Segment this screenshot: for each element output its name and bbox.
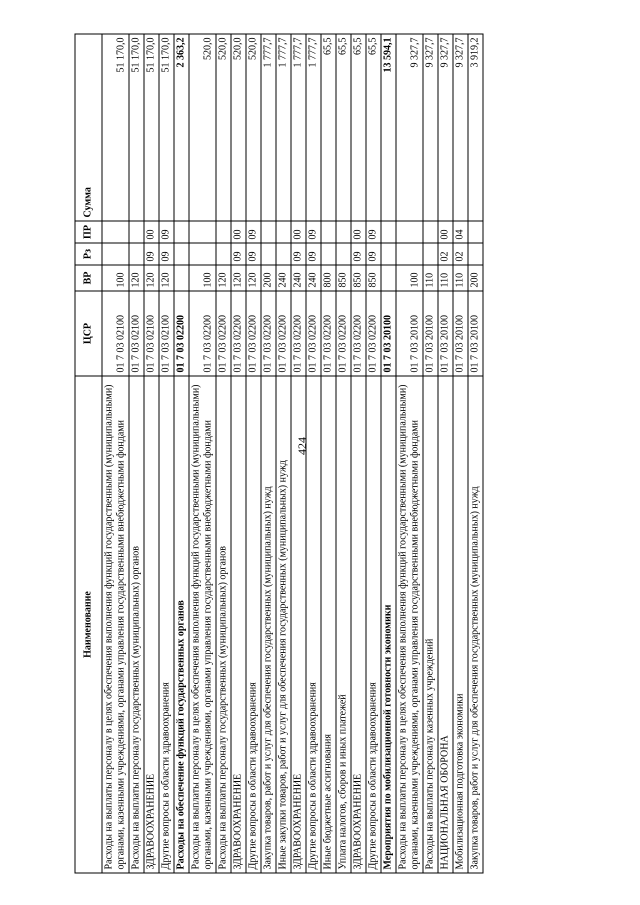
row-vr-cell: 800	[321, 265, 336, 291]
row-sum-cell: 520,0	[216, 34, 231, 221]
row-rz-cell	[129, 243, 144, 265]
table-row	[261, 34, 276, 873]
row-sum-cell: 65,5	[321, 34, 336, 221]
row-name-cell: Мероприятия по мобилизационной готовности экономики	[381, 376, 396, 873]
row-name-cell: Закупка товаров, работ и услуг для обеспечения государственных (муниципальных) нужд	[261, 376, 276, 873]
row-rz-cell: 09	[351, 243, 366, 265]
row-pr-cell	[174, 221, 189, 243]
row-vr-cell: 120	[246, 265, 261, 291]
column-header-rz: Рз	[75, 243, 102, 265]
row-rz-cell	[468, 243, 483, 265]
row-sum-cell: 520,0	[189, 34, 216, 221]
table-row	[381, 34, 396, 873]
row-vr-cell: 120	[216, 265, 231, 291]
row-pr-cell	[129, 221, 144, 243]
row-name-cell: Другие вопросы в области здравоохранения	[366, 376, 381, 873]
column-header-vr: ВР	[75, 265, 102, 291]
row-csr-cell: 01 7 03 02200	[366, 291, 381, 376]
row-csr-cell: 01 7 03 02200	[261, 291, 276, 376]
row-vr-cell: 120	[129, 265, 144, 291]
table-row	[246, 34, 261, 873]
row-sum-cell: 51 170,0	[102, 34, 129, 221]
row-vr-cell: 850	[351, 265, 366, 291]
row-rz-cell: 02	[453, 243, 468, 265]
row-csr-cell: 01 7 03 20100	[438, 291, 453, 376]
row-name-cell: Расходы на выплаты персоналу в целях обеспечения выполнения функций государственными (муниципальными) органами, казенными учреждениями, органами управления государственными внебюджетными фондами	[102, 376, 129, 873]
row-vr-cell: 200	[468, 265, 483, 291]
table-row	[366, 34, 381, 873]
row-sum-cell: 520,0	[231, 34, 246, 221]
row-pr-cell: 00	[351, 221, 366, 243]
table-row	[453, 34, 468, 873]
row-rz-cell: 09	[231, 243, 246, 265]
column-header-pr: ПР	[75, 221, 102, 243]
table-row	[468, 34, 483, 873]
row-rz-cell	[189, 243, 216, 265]
row-name-cell: Расходы на обеспечение функций государственных органов	[174, 376, 189, 873]
row-sum-cell: 65,5	[366, 34, 381, 221]
row-pr-cell: 00	[291, 221, 306, 243]
row-pr-cell	[261, 221, 276, 243]
row-vr-cell: 120	[144, 265, 159, 291]
row-name-cell: НАЦИОНАЛЬНАЯ ОБОРОНА	[438, 376, 453, 873]
row-csr-cell: 01 7 03 02200	[246, 291, 261, 376]
table-row	[276, 34, 291, 873]
row-vr-cell: 120	[159, 265, 174, 291]
row-pr-cell: 00	[231, 221, 246, 243]
row-rz-cell	[321, 243, 336, 265]
row-pr-cell	[276, 221, 291, 243]
table-row	[144, 34, 159, 873]
row-name-cell: Другие вопросы в области здравоохранения	[306, 376, 321, 873]
row-pr-cell	[468, 221, 483, 243]
table-row	[351, 34, 366, 873]
table-row	[321, 34, 336, 873]
row-sum-cell: 9 327,7	[438, 34, 453, 221]
table-row	[189, 34, 216, 873]
row-pr-cell	[321, 221, 336, 243]
row-pr-cell: 00	[438, 221, 453, 243]
row-sum-cell: 520,0	[246, 34, 261, 221]
column-header-csr: ЦСР	[75, 291, 102, 376]
row-vr-cell: 100	[189, 265, 216, 291]
row-pr-cell: 09	[366, 221, 381, 243]
table-row	[231, 34, 246, 873]
row-vr-cell: 120	[231, 265, 246, 291]
row-name-cell: Расходы на выплаты персоналу государственных (муниципальных) органов	[216, 376, 231, 873]
row-rz-cell: 09	[144, 243, 159, 265]
row-name-cell: Расходы на выплаты персоналу в целях обеспечения выполнения функций государственными (муниципальными) органами, казенными учреждениями, органами управления государственными внебюджетными фондами	[396, 376, 423, 873]
table-row	[174, 34, 189, 873]
row-rz-cell: 09	[366, 243, 381, 265]
row-csr-cell: 01 7 03 02100	[159, 291, 174, 376]
row-pr-cell: 04	[453, 221, 468, 243]
row-vr-cell: 850	[336, 265, 351, 291]
row-csr-cell: 01 7 03 20100	[468, 291, 483, 376]
row-csr-cell: 01 7 03 02100	[129, 291, 144, 376]
column-header-sum: Сумма	[75, 34, 102, 221]
row-csr-cell: 01 7 03 02100	[144, 291, 159, 376]
row-rz-cell: 09	[291, 243, 306, 265]
row-vr-cell: 240	[276, 265, 291, 291]
table-row	[129, 34, 144, 873]
row-vr-cell: 100	[102, 265, 129, 291]
row-pr-cell	[423, 221, 438, 243]
row-vr-cell: 110	[438, 265, 453, 291]
row-sum-cell: 51 170,0	[159, 34, 174, 221]
row-name-cell: Расходы на выплаты персоналу в целях обеспечения выполнения функций государственными (муниципальными) органами, казенными учреждениями, органами управления государственными внебюджетными фондами	[189, 376, 216, 873]
row-sum-cell: 9 327,7	[423, 34, 438, 221]
row-rz-cell: 09	[246, 243, 261, 265]
row-csr-cell: 01 7 03 02200	[321, 291, 336, 376]
row-pr-cell: 09	[306, 221, 321, 243]
row-vr-cell: 100	[396, 265, 423, 291]
budget-table	[75, 34, 484, 874]
row-name-cell: ЗДРАВООХРАНЕНИЕ	[351, 376, 366, 873]
row-name-cell: Закупка товаров, работ и услуг для обеспечения государственных (муниципальных) нужд	[468, 376, 483, 873]
table-row	[216, 34, 231, 873]
row-rz-cell	[102, 243, 129, 265]
row-vr-cell	[174, 265, 189, 291]
row-sum-cell: 9 327,7	[453, 34, 468, 221]
row-csr-cell: 01 7 03 02200	[276, 291, 291, 376]
table-row	[159, 34, 174, 873]
row-sum-cell: 65,5	[336, 34, 351, 221]
table-row	[306, 34, 321, 873]
row-rz-cell	[423, 243, 438, 265]
row-sum-cell: 51 170,0	[144, 34, 159, 221]
row-vr-cell: 110	[423, 265, 438, 291]
table-row	[336, 34, 351, 873]
row-sum-cell: 1 777,7	[276, 34, 291, 221]
row-vr-cell	[381, 265, 396, 291]
row-sum-cell: 2 363,2	[174, 34, 189, 221]
row-name-cell: Расходы на выплаты персоналу государственных (муниципальных) органов	[129, 376, 144, 873]
row-vr-cell: 240	[306, 265, 321, 291]
row-pr-cell	[381, 221, 396, 243]
table-row	[438, 34, 453, 873]
row-sum-cell: 3 919,2	[468, 34, 483, 221]
row-csr-cell: 01 7 03 02200	[306, 291, 321, 376]
row-pr-cell: 09	[246, 221, 261, 243]
row-rz-cell	[174, 243, 189, 265]
row-name-cell: Уплата налогов, сборов и иных платежей	[336, 376, 351, 873]
row-pr-cell: 00	[144, 221, 159, 243]
row-csr-cell: 01 7 03 02100	[102, 291, 129, 376]
row-vr-cell: 200	[261, 265, 276, 291]
row-pr-cell	[396, 221, 423, 243]
table-row	[102, 34, 129, 873]
row-name-cell: Другие вопросы в области здравоохранения	[159, 376, 174, 873]
row-vr-cell: 850	[366, 265, 381, 291]
row-pr-cell	[216, 221, 231, 243]
row-rz-cell: 09	[159, 243, 174, 265]
row-csr-cell: 01 7 03 02200	[174, 291, 189, 376]
row-pr-cell	[189, 221, 216, 243]
row-rz-cell	[336, 243, 351, 265]
row-sum-cell: 51 170,0	[129, 34, 144, 221]
row-name-cell: Иные закупки товаров, работ и услуг для обеспечения государственных (муниципальных) нужд	[276, 376, 291, 873]
row-sum-cell: 65,5	[351, 34, 366, 221]
row-name-cell: ЗДРАВООХРАНЕНИЕ	[291, 376, 306, 873]
row-csr-cell: 01 7 03 20100	[423, 291, 438, 376]
row-vr-cell: 110	[453, 265, 468, 291]
row-csr-cell: 01 7 03 20100	[381, 291, 396, 376]
rotated-page-content	[75, 35, 570, 874]
row-rz-cell	[396, 243, 423, 265]
row-csr-cell: 01 7 03 02200	[351, 291, 366, 376]
row-csr-cell: 01 7 03 02200	[336, 291, 351, 376]
row-pr-cell: 09	[159, 221, 174, 243]
row-csr-cell: 01 7 03 02200	[189, 291, 216, 376]
table-row	[291, 34, 306, 873]
row-pr-cell	[102, 221, 129, 243]
row-vr-cell: 240	[291, 265, 306, 291]
table-body	[102, 34, 483, 873]
row-csr-cell: 01 7 03 02200	[291, 291, 306, 376]
row-csr-cell: 01 7 03 02200	[231, 291, 246, 376]
table-row	[423, 34, 438, 873]
row-rz-cell: 09	[306, 243, 321, 265]
row-rz-cell	[261, 243, 276, 265]
table-row	[396, 34, 423, 873]
row-sum-cell: 13 594,1	[381, 34, 396, 221]
row-name-cell: ЗДРАВООХРАНЕНИЕ	[144, 376, 159, 873]
page-number: 424	[295, 437, 309, 455]
row-sum-cell: 1 777,7	[291, 34, 306, 221]
row-pr-cell	[336, 221, 351, 243]
row-rz-cell: 02	[438, 243, 453, 265]
row-rz-cell	[276, 243, 291, 265]
row-sum-cell: 1 777,7	[261, 34, 276, 221]
row-rz-cell	[381, 243, 396, 265]
row-csr-cell: 01 7 03 02200	[216, 291, 231, 376]
row-rz-cell	[216, 243, 231, 265]
row-csr-cell: 01 7 03 20100	[396, 291, 423, 376]
row-sum-cell: 9 327,7	[396, 34, 423, 221]
row-name-cell: ЗДРАВООХРАНЕНИЕ	[231, 376, 246, 873]
row-sum-cell: 1 777,7	[306, 34, 321, 221]
row-name-cell: Мобилизационная подготовка экономики	[453, 376, 468, 873]
row-name-cell: Иные бюджетные ассигнования	[321, 376, 336, 873]
row-csr-cell: 01 7 03 20100	[453, 291, 468, 376]
row-name-cell: Расходы на выплаты персоналу казенных учреждений	[423, 376, 438, 873]
column-header-name: Наименование	[75, 376, 102, 873]
table-header-row	[75, 34, 102, 873]
row-name-cell: Другие вопросы в области здравоохранения	[246, 376, 261, 873]
